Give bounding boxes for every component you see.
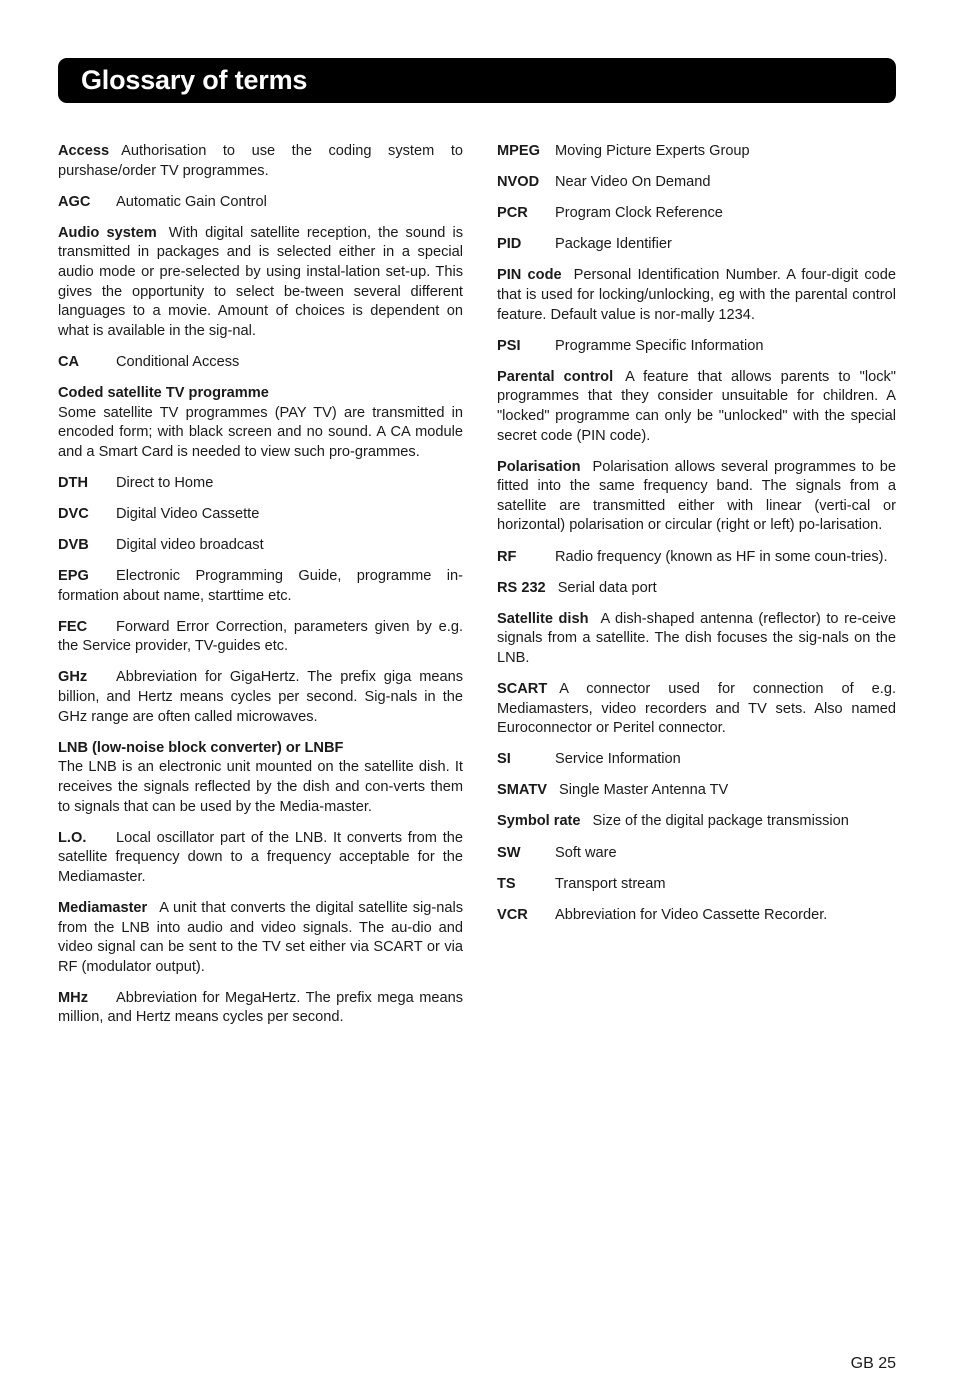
glossary-term: Mediamaster xyxy=(58,899,148,916)
glossary-entry xyxy=(58,193,463,213)
glossary-term: Audio system xyxy=(58,224,157,241)
glossary-entry xyxy=(497,204,896,224)
glossary-definition: The LNB is an electronic unit mounted on the satellite dish. It receives the signals reflected by the dish and con-verts them to signals that can be used by the Media-master. xyxy=(58,759,463,815)
glossary-entry xyxy=(497,458,896,536)
glossary-definition: A connector used for connection of e.g. Mediamasters, video recorders and TV sets. Also named Euroconnector or Peritel connector. xyxy=(497,680,896,737)
glossary-term: SW xyxy=(497,844,521,861)
glossary-term: PIN code xyxy=(497,267,562,284)
glossary-term: Parental control xyxy=(497,368,614,385)
glossary-entry xyxy=(58,142,463,181)
glossary-term: Symbol rate xyxy=(497,813,581,830)
glossary-term: RF xyxy=(497,548,517,565)
glossary-entry xyxy=(58,353,463,373)
page-number: GB 25 xyxy=(850,1355,896,1372)
glossary-definition: Moving Picture Experts Group xyxy=(555,143,750,159)
glossary-definition: Conditional Access xyxy=(116,353,240,370)
glossary-entry xyxy=(497,750,896,770)
glossary-definition: Authorisation to use the coding system to purshase/order TV programmes. xyxy=(58,143,463,179)
glossary-definition: A dish-shaped antenna (reflector) to re-ceive signals from a satellite. The dish focuses the sig-nals on the LNB. xyxy=(497,610,896,666)
glossary-term: VCR xyxy=(497,906,528,923)
glossary-definition: Some satellite TV programmes (PAY TV) are transmitted in encoded form; with black screen and no sound. A CA module and a Smart Card is needed to view such pro-grammes. xyxy=(58,404,463,460)
glossary-entry xyxy=(497,368,896,446)
glossary-entry xyxy=(58,899,463,977)
glossary-entry xyxy=(58,829,463,888)
glossary-term: DVB xyxy=(58,537,89,553)
glossary-entry xyxy=(58,474,463,494)
glossary-entry xyxy=(497,906,896,926)
glossary-definition: Electronic Programming Guide, programme in-formation about name, starttime etc. xyxy=(58,568,463,604)
glossary-entry xyxy=(58,668,463,727)
glossary-entry xyxy=(497,875,896,895)
glossary-entry xyxy=(497,266,896,325)
glossary-term: DVC xyxy=(58,505,89,522)
glossary-term: EPG xyxy=(58,568,89,585)
glossary-definition: Abbreviation for MegaHertz. The prefix mega means million, and Hertz means cycles per second. xyxy=(58,989,463,1026)
glossary-term: SI xyxy=(497,751,511,768)
glossary-definition: Abbreviation for GigaHertz. The prefix giga means billion, and Hertz means cycles per second. Sig-nals in the GHz range are often called microwaves. xyxy=(58,669,463,725)
glossary-definition: Abbreviation for Video Cassette Recorder. xyxy=(555,906,828,923)
glossary-column-right xyxy=(497,142,896,937)
glossary-term: MHz xyxy=(58,989,88,1006)
glossary-definition: A unit that converts the digital satellite sig-nals from the LNB into audio and video signals. The au-dio and video signal can be sent to the TV set either via SCART or via RF (modulator output). xyxy=(58,899,463,975)
glossary-entry xyxy=(497,337,896,357)
glossary-definition: Near Video On Demand xyxy=(555,174,711,191)
glossary-entry xyxy=(58,618,463,657)
glossary-term: LNB (low-noise block converter) or LNBF xyxy=(58,739,344,756)
glossary-term: PSI xyxy=(497,337,521,354)
glossary-definition: Personal Identification Number. A four-digit code that is used for locking/unlocking, eg with the parental control feature. Default value is nor-mally 1234. xyxy=(497,267,896,323)
glossary-term: Satellite dish xyxy=(497,610,589,627)
glossary-definition: Local oscillator part of the LNB. It converts from the satellite frequency down to a frequency acceptable for the Mediamaster. xyxy=(58,829,463,885)
glossary-entry xyxy=(58,224,463,342)
glossary-entry xyxy=(58,739,463,817)
glossary-term: AGC xyxy=(58,193,91,210)
glossary-entry xyxy=(497,548,896,568)
glossary-definition: Service Information xyxy=(555,751,681,768)
glossary-term: TS xyxy=(497,875,516,892)
glossary-definition: Package Identifier xyxy=(555,236,672,253)
glossary-entry xyxy=(58,567,463,606)
glossary-term: GHz xyxy=(58,669,88,686)
glossary-term: MPEG xyxy=(497,143,540,159)
glossary-term: Polarisation xyxy=(497,458,581,475)
glossary-column-left xyxy=(58,142,463,1039)
glossary-definition: Radio frequency (known as HF in some coun-tries). xyxy=(555,548,888,565)
glossary-definition: With digital satellite reception, the sound is transmitted in packages and is selected either in a special audio mode or pre-selected by using instal-lation set-up. This gives the opportunity to select be-tween several different languages to a movie. Amount of choices is dependent on what is available in the sig-nal. xyxy=(58,224,463,339)
glossary-definition: Size of the digital package transmission xyxy=(592,813,849,830)
glossary-entry xyxy=(497,173,896,193)
glossary-term: PID xyxy=(497,236,522,253)
title-bar xyxy=(58,58,896,103)
glossary-definition: Program Clock Reference xyxy=(555,205,723,222)
glossary-definition: Digital video broadcast xyxy=(116,537,264,553)
page-title: Glossary of terms xyxy=(81,65,308,95)
glossary-term: FEC xyxy=(58,618,88,635)
glossary-term: Coded satellite TV programme xyxy=(58,384,269,401)
glossary-definition: Direct to Home xyxy=(116,474,214,491)
glossary-definition: Polarisation allows several programmes to be fitted into the same frequency band. The signals from a satellite are transmitted either with linear (verti-cal or horizontal) polarisation or circular (right or left) po-larisation. xyxy=(497,458,896,534)
glossary-entry xyxy=(58,384,463,462)
glossary-definition: Single Master Antenna TV xyxy=(559,782,729,799)
glossary-term: CA xyxy=(58,353,80,370)
glossary-term: NVOD xyxy=(497,174,540,191)
glossary-term: SCART xyxy=(497,680,548,697)
glossary-entry xyxy=(58,989,463,1028)
glossary-entry xyxy=(497,579,896,599)
glossary-term: SMATV xyxy=(497,782,547,799)
glossary-definition: Serial data port xyxy=(557,579,657,596)
glossary-definition: Forward Error Correction, parameters given by e.g. the Service provider, TV-guides etc. xyxy=(58,618,463,655)
glossary-entry xyxy=(58,505,463,525)
glossary-entry xyxy=(497,235,896,255)
glossary-entry xyxy=(497,812,896,832)
glossary-definition: Digital Video Cassette xyxy=(116,505,260,522)
glossary-entry xyxy=(497,844,896,864)
glossary-term: PCR xyxy=(497,205,528,222)
glossary-term: Access xyxy=(58,143,110,159)
glossary-term: L.O. xyxy=(58,829,87,846)
glossary-term: DTH xyxy=(58,474,88,491)
glossary-definition: A feature that allows parents to "lock" programmes that they consider unsuitable for children. A "locked" programme can only be "unlocked" with the special secret code (PIN code). xyxy=(497,368,896,444)
glossary-entry xyxy=(497,680,896,739)
glossary-entry xyxy=(497,142,896,162)
glossary-definition: Programme Specific Information xyxy=(555,337,764,354)
glossary-entry xyxy=(497,781,896,801)
glossary-definition: Soft ware xyxy=(555,844,617,861)
glossary-definition: Automatic Gain Control xyxy=(116,193,267,210)
glossary-term: RS 232 xyxy=(497,579,546,596)
glossary-entry xyxy=(58,536,463,556)
glossary-definition: Transport stream xyxy=(555,875,666,892)
glossary-entry xyxy=(497,610,896,669)
